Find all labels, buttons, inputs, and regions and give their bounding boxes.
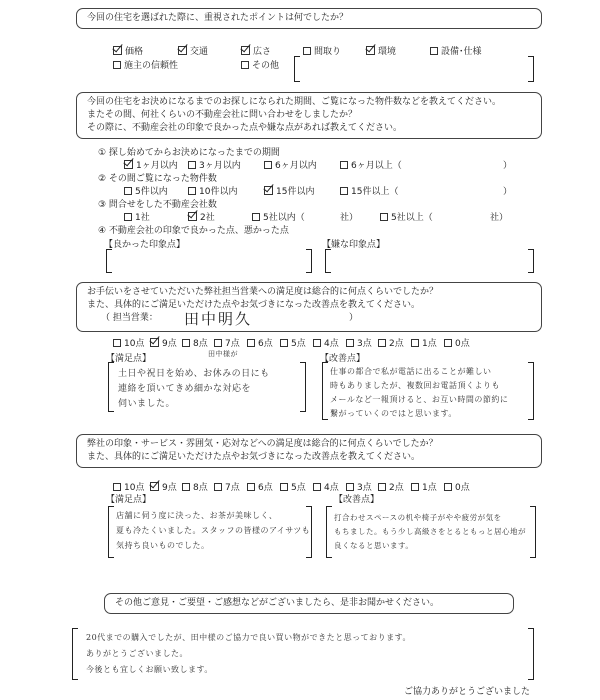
q4-satisfied-label: 【満足点】: [106, 495, 152, 505]
q3-improve-line-3: メールなど一報頂けると、お互い時間の節約に: [330, 395, 509, 404]
q2-sub2-opt-15[interactable]: 15件以内: [264, 184, 314, 197]
q2-sub3-unit-b: 社）: [490, 213, 509, 223]
checkbox-unchecked[interactable]: [247, 483, 255, 491]
q4-score-option[interactable]: 8点: [182, 480, 208, 493]
q3-staff-name: 田中明久: [184, 310, 253, 328]
q2-sub1-opt-over6month[interactable]: 6ヶ月以上（: [340, 158, 402, 171]
q3-question-box: お手伝いをさせていただいた弊社担当営業への満足度は総合的に何点くらいでしたか？ また、具体的にご満足いただけた点やお気づきになった改善点を教えてください。 （ 担当営業： ）: [76, 282, 542, 332]
q2-sub1-opt-3month[interactable]: 3ヶ月以内: [188, 158, 241, 171]
q2-sub1-title: ① 探し始めてからお決めになったまでの期間: [98, 148, 280, 158]
q3-score-option[interactable]: 5点: [280, 336, 306, 349]
q2-sub4-title: ④ 不動産会社の印象で良かった点、悪かった点: [98, 226, 289, 236]
q3-score-option[interactable]: 2点: [378, 336, 404, 349]
checkbox-checked[interactable]: [264, 186, 273, 195]
q1-option-transport[interactable]: 交通: [178, 44, 208, 57]
q3-satisfied-bracket-left: [108, 362, 114, 412]
checkbox-unchecked[interactable]: [241, 61, 249, 69]
q2-sub2-opt-over15[interactable]: 15件以上（: [340, 184, 398, 197]
q4-score-option[interactable]: 6点: [247, 480, 273, 493]
q2-bad-label: 【嫌な印象点】: [322, 240, 386, 250]
footer-thanks: ご協力ありがとうございました: [404, 687, 531, 697]
checkbox-checked[interactable]: [241, 46, 250, 55]
checkbox-unchecked[interactable]: [444, 339, 452, 347]
checkbox-checked[interactable]: [188, 212, 197, 221]
q2-bad-bracket-right: [528, 249, 534, 273]
q1-option-price[interactable]: 価格: [113, 44, 143, 57]
q2-sub3-opt-5within[interactable]: 5社以内（: [252, 210, 305, 223]
q4-improve-label: 【改善点】: [334, 495, 380, 505]
q4-question-box: 弊社の印象・サービス・雰囲気・応対などへの満足度は総合的に何点くらいでしたか？ また、具体的にご満足いただけた点やお気づきになった改善点を教えてください。: [76, 434, 542, 468]
checkbox-unchecked[interactable]: [303, 47, 311, 55]
checkbox-unchecked[interactable]: [113, 483, 121, 491]
q2-sub2-opt-10[interactable]: 10件以内: [188, 184, 237, 197]
q4-satisfied-line-3: 気持ち良いものでした。: [116, 541, 210, 550]
q1-other-bracket-left: [294, 56, 300, 82]
checkbox-unchecked[interactable]: [124, 187, 132, 195]
checkbox-unchecked[interactable]: [264, 161, 272, 169]
checkbox-unchecked[interactable]: [188, 187, 196, 195]
q2-sub3-unit-a: 社）: [340, 213, 359, 223]
q4-improve-bracket-left: [326, 506, 332, 558]
checkbox-unchecked[interactable]: [182, 339, 190, 347]
q4-satisfied-line-1: 店舗に伺う度に決った、お茶が美味しく、: [116, 511, 278, 520]
checkbox-unchecked[interactable]: [340, 187, 348, 195]
q4-score-option[interactable]: 9点: [150, 480, 177, 493]
q4-score-option[interactable]: 7点: [214, 480, 240, 493]
checkbox-unchecked[interactable]: [182, 483, 190, 491]
q5-line-3: 今後とも宜しくお願い致します。: [86, 665, 213, 674]
q3-score-option[interactable]: 4点: [313, 336, 339, 349]
checkbox-unchecked[interactable]: [247, 339, 255, 347]
q2-sub3-opt-5over[interactable]: 5社以上（: [380, 210, 433, 223]
q2-sub2-close: ）: [503, 187, 513, 197]
q4-score-option[interactable]: 2点: [378, 480, 404, 493]
checkbox-unchecked[interactable]: [113, 61, 121, 69]
q3-satisfied-line-1: 土日や祝日を始め、お休みの日にも: [118, 369, 270, 379]
q3-score-option[interactable]: 10点: [113, 336, 144, 349]
q2-sub1-opt-1month[interactable]: 1ヶ月以内: [124, 158, 178, 171]
checkbox-checked[interactable]: [366, 46, 375, 55]
q3-satisfied-label: 【満足点】: [106, 354, 152, 364]
checkbox-unchecked[interactable]: [346, 483, 354, 491]
q3-satisfied-line-2: 連絡を頂いてきめ細かな対応を: [118, 384, 252, 394]
q4-score-option[interactable]: 4点: [313, 480, 339, 493]
q2-good-label: 【良かった印象点】: [104, 240, 186, 250]
q2-good-bracket-right: [306, 249, 312, 273]
q3-satisfied-line-3: 伺いました。: [118, 399, 176, 409]
q5-line-1: 20代までの購入でしたが、田中様のご協力で良い買い物ができたと思っております。: [86, 633, 412, 642]
checkbox-checked[interactable]: [178, 46, 187, 55]
q1-option-floorplan[interactable]: 間取り: [303, 44, 341, 57]
checkbox-unchecked[interactable]: [444, 483, 452, 491]
q4-improve-line-1: 打合わせスペースの机や椅子がやや疲労が気を: [334, 513, 502, 522]
q1-question: 今回の住宅を選ばれた際に、重視されたポイントは何でしたか？: [87, 13, 349, 23]
q3-score-option[interactable]: 9点: [150, 336, 177, 349]
q1-option-builder-trust[interactable]: 施主の信頼性: [113, 58, 178, 71]
q3-improve-label: 【改善点】: [320, 354, 366, 364]
q2-good-bracket-left: [106, 249, 112, 273]
q2-sub3-opt-1[interactable]: 1社: [124, 210, 150, 223]
checkbox-unchecked[interactable]: [280, 483, 288, 491]
checkbox-unchecked[interactable]: [378, 483, 386, 491]
checkbox-checked[interactable]: [150, 482, 159, 491]
q3-score-option[interactable]: 0点: [444, 336, 470, 349]
q5-bracket-right: [528, 628, 534, 680]
q3-staff-label: （ 担当営業：: [101, 313, 158, 323]
q3-improve-line-4: 繋がっていくのではと思います。: [330, 409, 457, 418]
q4-score-option[interactable]: 3点: [346, 480, 372, 493]
q3-score-option[interactable]: 7点: [214, 336, 240, 349]
q2-sub2-title: ② その間ご覧になった物件数: [98, 174, 217, 184]
checkbox-unchecked[interactable]: [214, 483, 222, 491]
q4-score-option[interactable]: 10点: [113, 480, 144, 493]
checkbox-unchecked[interactable]: [378, 339, 386, 347]
checkbox-checked[interactable]: [113, 46, 122, 55]
q3-staff-close: ）: [349, 313, 359, 323]
checkbox-unchecked[interactable]: [280, 339, 288, 347]
q5-bracket-left: [72, 628, 78, 680]
checkbox-checked[interactable]: [124, 160, 133, 169]
q1-option-size[interactable]: 広さ: [241, 44, 271, 57]
checkbox-unchecked[interactable]: [124, 213, 132, 221]
q3-score-option[interactable]: 3点: [346, 336, 372, 349]
checkbox-unchecked[interactable]: [340, 161, 348, 169]
q3-score-option[interactable]: 1点: [411, 336, 437, 349]
q3-satisfied-bracket-right: [300, 362, 306, 412]
checkbox-unchecked[interactable]: [252, 213, 260, 221]
checkbox-unchecked[interactable]: [313, 483, 321, 491]
q1-other-bracket-right: [528, 56, 534, 82]
q2-sub1-opt-6month[interactable]: 6ヶ月以内: [264, 158, 317, 171]
q4-satisfied-line-2: 夏も冷たくいました。スタッフの皆様のアイサツも: [116, 526, 311, 535]
q4-score-option[interactable]: 0点: [444, 480, 470, 493]
q1-option-equipment[interactable]: 設備･仕様: [430, 44, 482, 57]
checkbox-unchecked[interactable]: [313, 339, 321, 347]
q4-improve-bracket-right: [530, 506, 536, 558]
q2-sub2-opt-5[interactable]: 5件以内: [124, 184, 168, 197]
q2-bad-bracket-left: [325, 249, 331, 273]
checkbox-unchecked[interactable]: [346, 339, 354, 347]
q5-question-box: その他ご意見・ご要望・ご感想などがございましたら、是非お聞かせください。: [104, 593, 514, 614]
q3-improve-line-2: 時もありましたが、複数回お電話頂くよりも: [330, 381, 500, 390]
checkbox-unchecked[interactable]: [188, 161, 196, 169]
q2-sub3-opt-2[interactable]: 2社: [188, 210, 215, 223]
q3-satisfied-note: 田中様が: [208, 350, 238, 358]
q1-option-other[interactable]: その他: [241, 58, 279, 71]
q2-question-box: 今回の住宅をお決めになるまでのお探しになられた期間、ご覧になった物件数などを教えてください。 またその間、何社くらいの不動産会社に問い合わせをしましたか？ その際に、不動産会社の印象で良かった点や嫌な点があれば教えてください。: [76, 92, 542, 139]
checkbox-unchecked[interactable]: [214, 339, 222, 347]
checkbox-unchecked[interactable]: [113, 339, 121, 347]
q3-improve-line-1: 仕事の都合で私が電話に出ることが難しい: [330, 367, 492, 376]
q4-score-option[interactable]: 5点: [280, 480, 306, 493]
q2-sub3-title: ③ 問合せをした不動産会社数: [98, 200, 217, 210]
q4-score-option[interactable]: 1点: [411, 480, 437, 493]
checkbox-unchecked[interactable]: [411, 483, 419, 491]
checkbox-unchecked[interactable]: [430, 47, 438, 55]
q4-improve-line-2: もちました。もう少し高級さをとるともっと居心地が: [334, 527, 526, 536]
q3-improve-bracket-right: [528, 362, 534, 420]
q4-improve-line-3: 良くなると思います。: [334, 541, 414, 550]
q5-line-2: ありがとうございました。: [86, 649, 188, 658]
q4-satisfied-bracket-left: [108, 506, 114, 558]
q3-score-option[interactable]: 8点: [182, 336, 208, 349]
q3-score-option[interactable]: 6点: [247, 336, 273, 349]
q2-sub1-close: ）: [503, 161, 513, 171]
q1-option-environment[interactable]: 環境: [366, 44, 396, 57]
checkbox-checked[interactable]: [150, 338, 159, 347]
q1-question-box: [76, 8, 542, 29]
q3-improve-bracket-left: [322, 362, 328, 420]
checkbox-unchecked[interactable]: [411, 339, 419, 347]
checkbox-unchecked[interactable]: [380, 213, 388, 221]
